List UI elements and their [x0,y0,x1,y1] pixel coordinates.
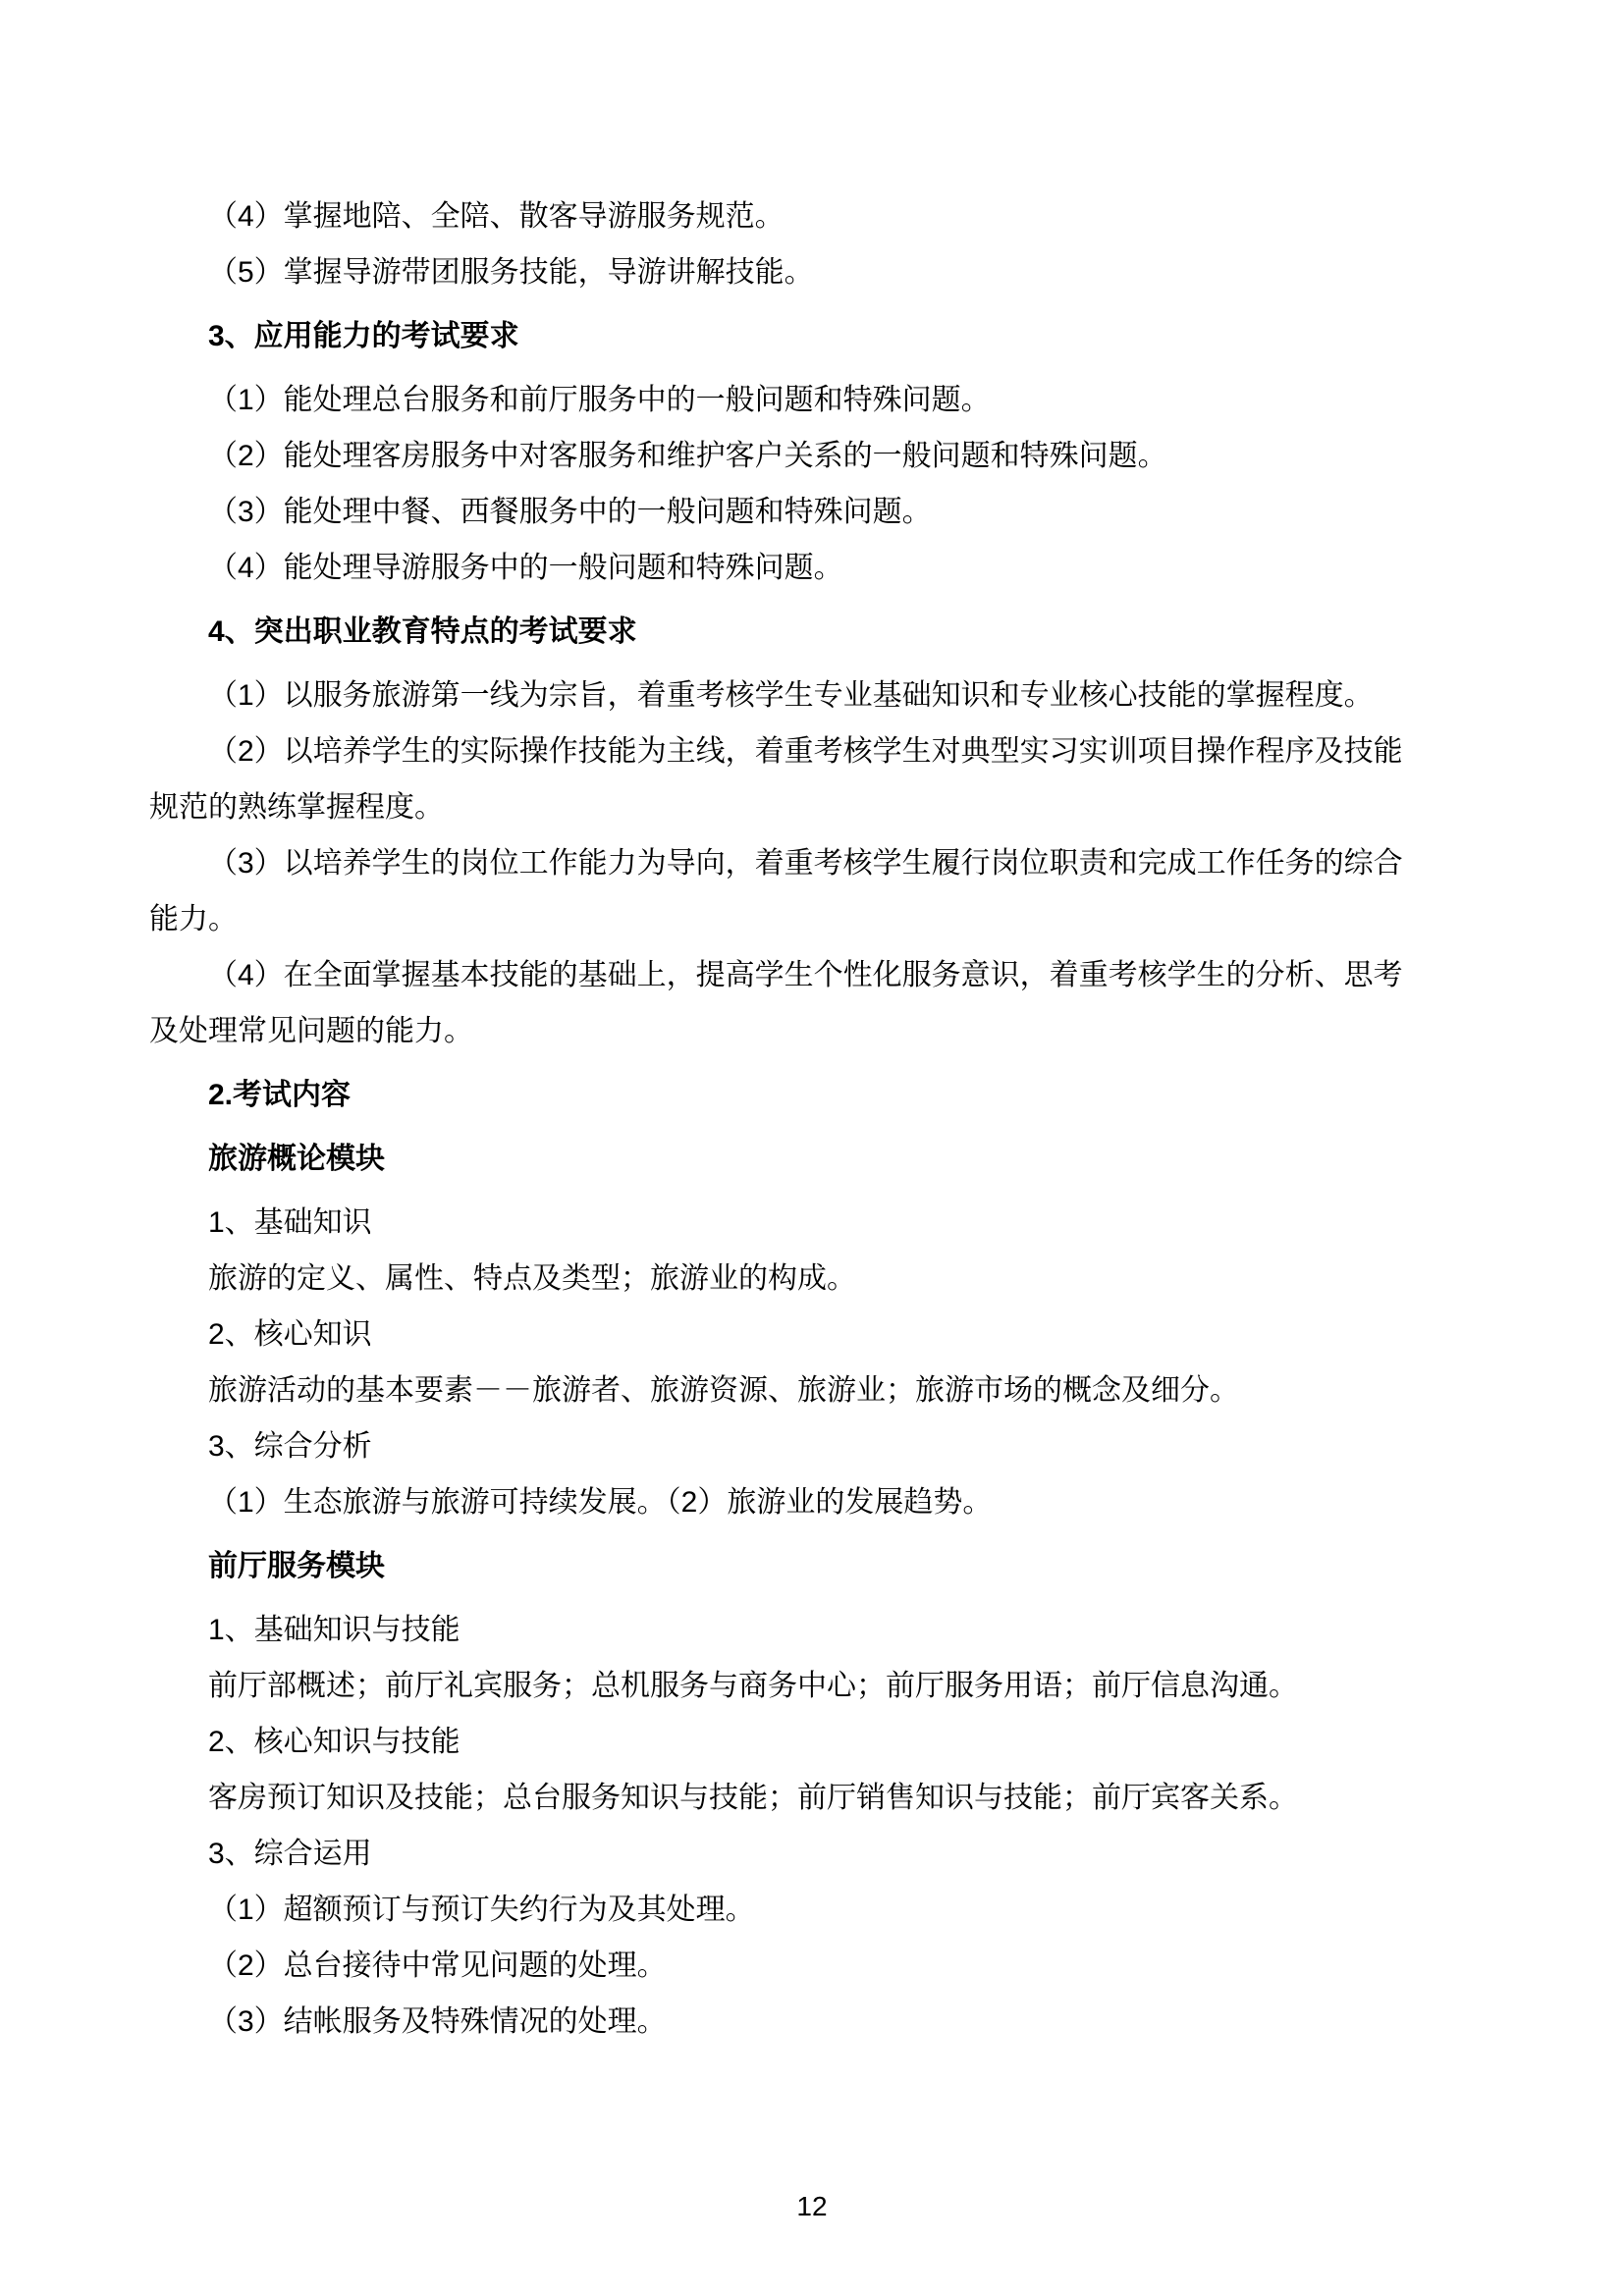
text-line: 2、核心知识 [208,1318,372,1351]
heading-line: 前厅服务模块 [208,1550,385,1582]
text-line: （1）能处理总台服务和前厅服务中的一般问题和特殊问题。 [208,384,991,416]
text-line: 前厅部概述；前厅礼宾服务；总机服务与商务中心；前厅服务用语；前厅信息沟通。 [208,1670,1298,1702]
heading-line: 3、应用能力的考试要求 [208,320,519,352]
text-line: 及处理常见问题的能力。 [149,1015,473,1047]
text-line: （2）以培养学生的实际操作技能为主线，着重考核学生对典型实习实训项目操作程序及技能 [208,735,1403,768]
page-body-text [149,188,1477,2050]
text-line: （1）以服务旅游第一线为宗旨，着重考核学生专业基础知识和专业核心技能的掌握程度。 [208,679,1374,712]
text-line: 旅游的定义、属性、特点及类型；旅游业的构成。 [208,1262,856,1295]
text-line: （2）能处理客房服务中对客服务和维护客户关系的一般问题和特殊问题。 [208,440,1167,472]
page-number: 12 [796,2191,828,2221]
text-line: 能力。 [149,903,238,935]
text-line: （4）能处理导游服务中的一般问题和特殊问题。 [208,552,843,584]
text-line: 3、综合运用 [208,1838,372,1870]
text-line: 旅游活动的基本要素－－旅游者、旅游资源、旅游业；旅游市场的概念及细分。 [208,1374,1239,1407]
text-line: 2、核心知识与技能 [208,1726,460,1758]
text-line: （3）以培养学生的岗位工作能力为导向，着重考核学生履行岗位职责和完成工作任务的综合 [208,847,1403,880]
heading-line: 2.考试内容 [208,1079,352,1111]
text-line: （4）在全面掌握基本技能的基础上，提高学生个性化服务意识，着重考核学生的分析、思考 [208,959,1403,991]
text-line: （2）总台接待中常见问题的处理。 [208,1949,667,1982]
text-line: 1、基础知识与技能 [208,1614,460,1646]
heading-line: 旅游概论模块 [208,1143,385,1175]
text-line: （3）结帐服务及特殊情况的处理。 [208,2005,667,2038]
text-line: 1、基础知识 [208,1206,372,1239]
text-line: （4）掌握地陪、全陪、散客导游服务规范。 [208,200,785,233]
text-line: （3）能处理中餐、西餐服务中的一般问题和特殊问题。 [208,496,932,528]
text-line: 规范的熟练掌握程度。 [149,791,444,824]
text-line: 3、综合分析 [208,1430,372,1463]
text-line: （5）掌握导游带团服务技能，导游讲解技能。 [208,256,814,289]
text-line: 客房预订知识及技能；总台服务知识与技能；前厅销售知识与技能；前厅宾客关系。 [208,1782,1298,1814]
heading-line: 4、突出职业教育特点的考试要求 [208,615,637,648]
text-line: （1）生态旅游与旅游可持续发展。（2）旅游业的发展趋势。 [208,1486,993,1519]
text-line: （1）超额预订与预订失约行为及其处理。 [208,1894,755,1926]
